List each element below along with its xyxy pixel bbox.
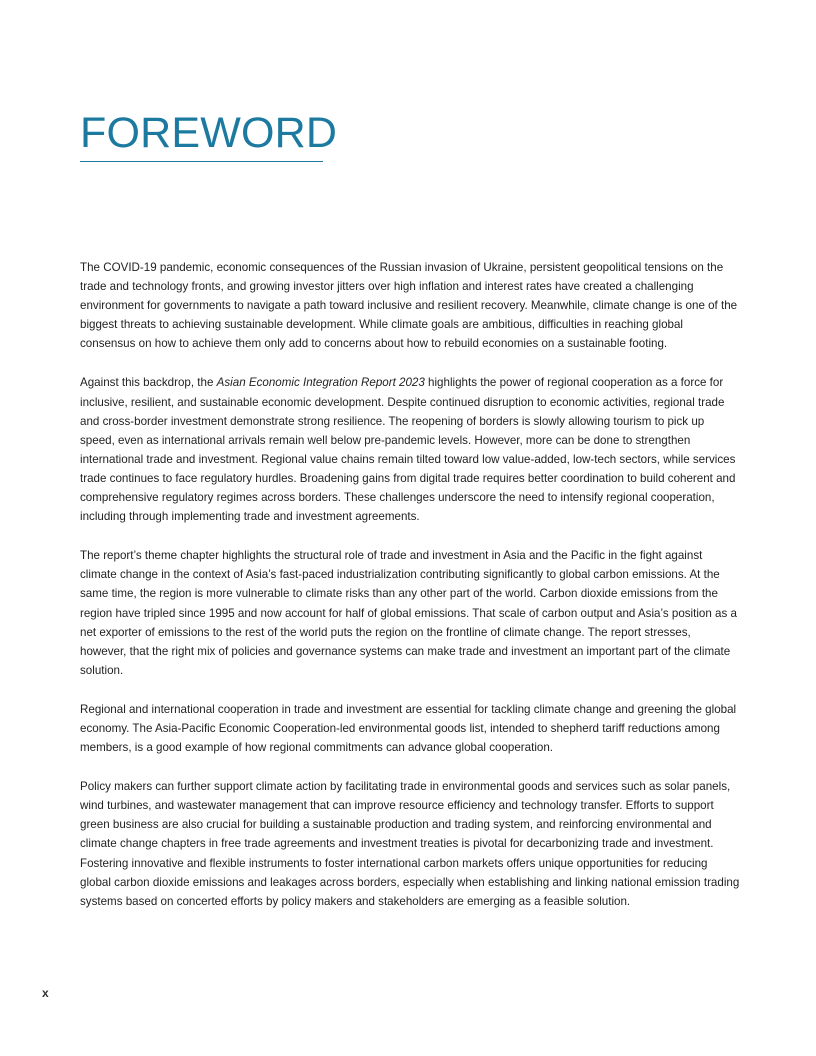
title-underline <box>80 161 323 162</box>
report-title: Asian Economic Integration Report 2023 <box>216 376 425 390</box>
paragraph-5: Policy makers can further support climate action by facilitating trade in environmental goods and services such as solar panels, wind turbines, and wastewater management that can improve resource efficiency and technology transfer. Efforts to support green business are also crucial for building a sustainable production and trading system, and reinforcing environmental and climate change chapters in free trade agreements and investment treaties is pivotal for decarbonizing trade and investment. Fostering innovative and flexible instruments to foster international carbon markets offers unique opportunities for reducing global carbon dioxide emissions and leakages across borders, especially when establishing and linking national emission trading systems based on concerted efforts by policy makers and stakeholders are emerging as a feasible solution. <box>80 780 740 908</box>
paragraph-3: The report’s theme chapter highlights the structural role of trade and investment in Asia and the Pacific in the fight against climate change in the context of Asia’s fast-paced industrialization contributing significantly to global carbon emissions. At the same time, the region is more vulnerable to climate risks than any other part of the world. Carbon dioxide emissions from the region have tripled since 1995 and now account for half of global emissions. That scale of carbon output and Asia’s position as a net exporter of emissions to the rest of the world puts the region on the frontline of climate change. The report stresses, however, that the right mix of policies and governance systems can make trade and investment an important part of the climate solution. <box>80 549 737 677</box>
page-title: FOREWORD <box>80 109 338 157</box>
paragraph-4: Regional and international cooperation in trade and investment are essential for tackling climate change and greening the global economy. The Asia-Pacific Economic Cooperation-led environmental goods list, intended to shepherd tariff reductions among members, is a good example of how regional commitments can advance global cooperation. <box>80 702 737 755</box>
page-number: x <box>42 986 49 1000</box>
paragraph-2 <box>80 373 740 526</box>
paragraph-1: The COVID-19 pandemic, economic consequences of the Russian invasion of Ukraine, persistent geopolitical tensions on the trade and technology fronts, and growing investor jitters over high inflation and interest rates have created a challenging environment for governments to navigate a path toward inclusive and resilient recovery. Meanwhile, climate change is one of the biggest threats to achieving sustainable development. While climate goals are ambitious, difficulties in reaching global consensus on how to achieve them only add to concerns about how to rebuild economies on a sustainable footing. <box>80 261 738 351</box>
paragraph-2-lead: Against this backdrop, the <box>80 376 217 390</box>
foreword-body <box>80 258 740 931</box>
paragraph-2-rest: highlights the power of regional cooperation as a force for inclusive, resilient, and sustainable economic development. Despite continued disruption to economic activities, regional trade and cross-border investment demonstrate strong resilience. The reopening of borders is slowly allowing tourism to pick up speed, even as international arrivals remain well below pre-pandemic levels. However, more can be done to strengthen international trade and investment. Regional value chains remain tilted toward low value-added, low-tech sectors, while services trade continues to face regulatory hurdles. Broadening gains from digital trade requires better coordination to build coherent and comprehensive regulatory regimes across borders. These challenges underscore the need to intensify regional cooperation, including through implementing trade and investment agreements. <box>80 376 736 524</box>
